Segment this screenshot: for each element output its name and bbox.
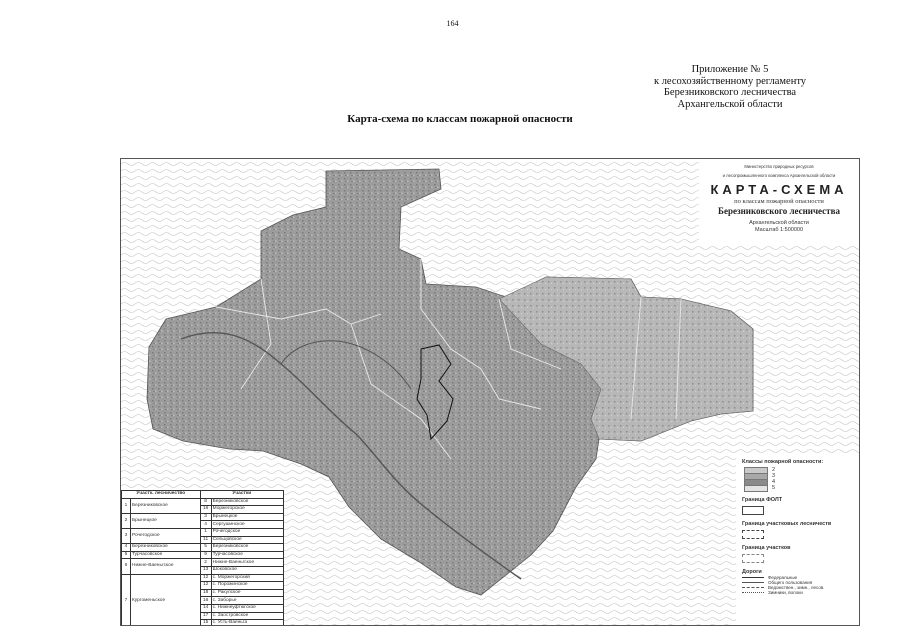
table-cell-district-name: Нижне-Ваеньгское (131, 559, 201, 574)
map-forestry-name: Березниковского лесничества (718, 206, 840, 216)
legend-class-label: 2 (772, 467, 776, 473)
table-cell-section-number: 1 (200, 528, 211, 536)
table-cell-district-number: 5 (122, 551, 131, 559)
table-header-cell: Участк. лесничество (122, 491, 201, 499)
table-cell-section-name: Брынецкое (211, 513, 283, 521)
appendix-block (580, 64, 880, 110)
table-cell-section-number: 3 (200, 513, 211, 521)
legend-class-row (744, 485, 859, 491)
table-cell-section-number: 5 (200, 544, 211, 552)
table-cell-district-number: 3 (122, 528, 131, 543)
table-cell-section-number: 9 (200, 551, 211, 559)
table-cell-section-name: Турчасовское (211, 551, 283, 559)
table-row (122, 551, 284, 559)
table-header-row (122, 491, 284, 499)
table-cell-section-name: с. Усть-Ваеньга (211, 620, 283, 626)
legend-swatch (744, 485, 768, 492)
table-row (122, 574, 284, 582)
table-cell-district-number: 4 (122, 544, 131, 552)
table-cell-district-number: 7 (122, 574, 131, 626)
table-cell-district-number: 1 (122, 498, 131, 513)
legend-class-label: 4 (772, 479, 776, 485)
table-cell-section-name: с. Нижнеуфтюгское (211, 604, 283, 612)
table-cell-section-number: 11 (200, 536, 211, 544)
table-cell-section-number: 16 (200, 597, 211, 605)
legend-boundary-district-symbol (742, 530, 764, 539)
table-row (122, 528, 284, 536)
table-cell-section-name: Березниковское (211, 544, 283, 552)
map-scale: Масштаб 1:500000 (755, 227, 803, 233)
road-symbol (742, 577, 764, 578)
table-cell-section-number: 13 (200, 566, 211, 574)
table-cell-section-number: 18 (200, 589, 211, 597)
table-cell-section-number: 2 (200, 559, 211, 567)
table-cell-section-number: 14 (200, 604, 211, 612)
legend-boundary-quarters: Граница участков (742, 545, 791, 551)
districts-table (121, 490, 284, 626)
table-cell-section-name: с. Моржегорский (211, 574, 283, 582)
table-row (122, 498, 284, 506)
table-cell-district-name: Кургоменьское (131, 574, 201, 626)
road-symbol (742, 592, 764, 593)
legend-class-label: 3 (772, 473, 776, 479)
legend-classes-title: Классы пожарной опасности: (742, 459, 824, 465)
appendix-line: Березниковского лесничества (663, 87, 797, 98)
table-cell-section-name: с. Порожинское (211, 582, 283, 590)
table-cell-section-name: Моржегорское (211, 506, 283, 514)
road-label: Федеральные (768, 575, 798, 580)
road-symbol (742, 587, 764, 588)
road-label: Ведомствен., зимн., лесов. (768, 585, 825, 590)
table-cell-section-number: 12 (200, 574, 211, 582)
legend-boundary-district: Граница участковых лесничеств (742, 521, 832, 527)
table-row (122, 559, 284, 567)
table-cell-section-number: 15 (200, 620, 211, 626)
map-legend (736, 455, 859, 625)
table-cell-district-name: Турчасовское (131, 551, 201, 559)
table-cell-section-name: Шоковское (211, 566, 283, 574)
appendix-line: Приложение № 5 (691, 64, 769, 75)
map-frame (120, 158, 860, 626)
table-cell-district-name: Березниковское (131, 544, 201, 552)
map-title-block (699, 160, 859, 246)
road-label: Зимники, волоки (768, 590, 803, 595)
table-cell-section-number: 4 (200, 521, 211, 529)
legend-boundary-forestry: Граница ФОЛТ (742, 497, 783, 503)
table-cell-section-name: с. Заостровское (211, 612, 283, 620)
document-title: Карта-схема по классам пожарной опасности (347, 113, 573, 125)
table-cell-district-number: 6 (122, 559, 131, 574)
map-org-line: Министерство природных ресурсов (744, 164, 814, 169)
table-cell-section-name: Нижне-Ваеньгское (211, 559, 283, 567)
table-cell-section-number: 17 (200, 612, 211, 620)
districts-table-body (122, 498, 284, 626)
map-org-line: и лесопромышленного комплекса Архангельской области (722, 173, 836, 178)
legend-road-row (742, 590, 859, 595)
table-cell-section-number: 8 (200, 498, 211, 506)
table-cell-section-name: Рочегодское (211, 528, 283, 536)
map-title: КАРТА-СХЕМА (710, 182, 848, 197)
table-cell-section-name: с. Заборье (211, 597, 283, 605)
legend-boundary-quarters-symbol (742, 554, 764, 563)
road-label: Общего пользования (768, 580, 813, 585)
legend-class-label: 5 (772, 485, 776, 491)
map-subtitle: по классам пожарной опасности (734, 198, 824, 205)
table-cell-district-name: Березниковское (131, 498, 201, 513)
map-region: Архангельской области (749, 220, 809, 226)
legend-roads-title: Дороги (742, 569, 762, 575)
appendix-line: Архангельской области (677, 98, 783, 110)
table-cell-section-name: Березниковское (211, 498, 283, 506)
table-cell-section-number: 16 (200, 506, 211, 514)
table-cell-section-number: 12 (200, 582, 211, 590)
table-row (122, 513, 284, 521)
table-cell-section-name: с. Ракулское (211, 589, 283, 597)
table-cell-district-name: Брынецкое (131, 513, 201, 528)
table-header-cell: Участки (200, 491, 283, 499)
road-symbol (742, 582, 764, 583)
table-row (122, 544, 284, 552)
page-number: 164 (446, 19, 459, 28)
legend-boundary-forestry-symbol (742, 506, 764, 515)
table-cell-district-name: Рочегодское (131, 528, 201, 543)
table-cell-district-number: 2 (122, 513, 131, 528)
table-cell-section-name: Сельцовское (211, 536, 283, 544)
appendix-line: к лесохозяйственному регламенту (653, 75, 807, 87)
table-cell-section-name: Сергушинское (211, 521, 283, 529)
